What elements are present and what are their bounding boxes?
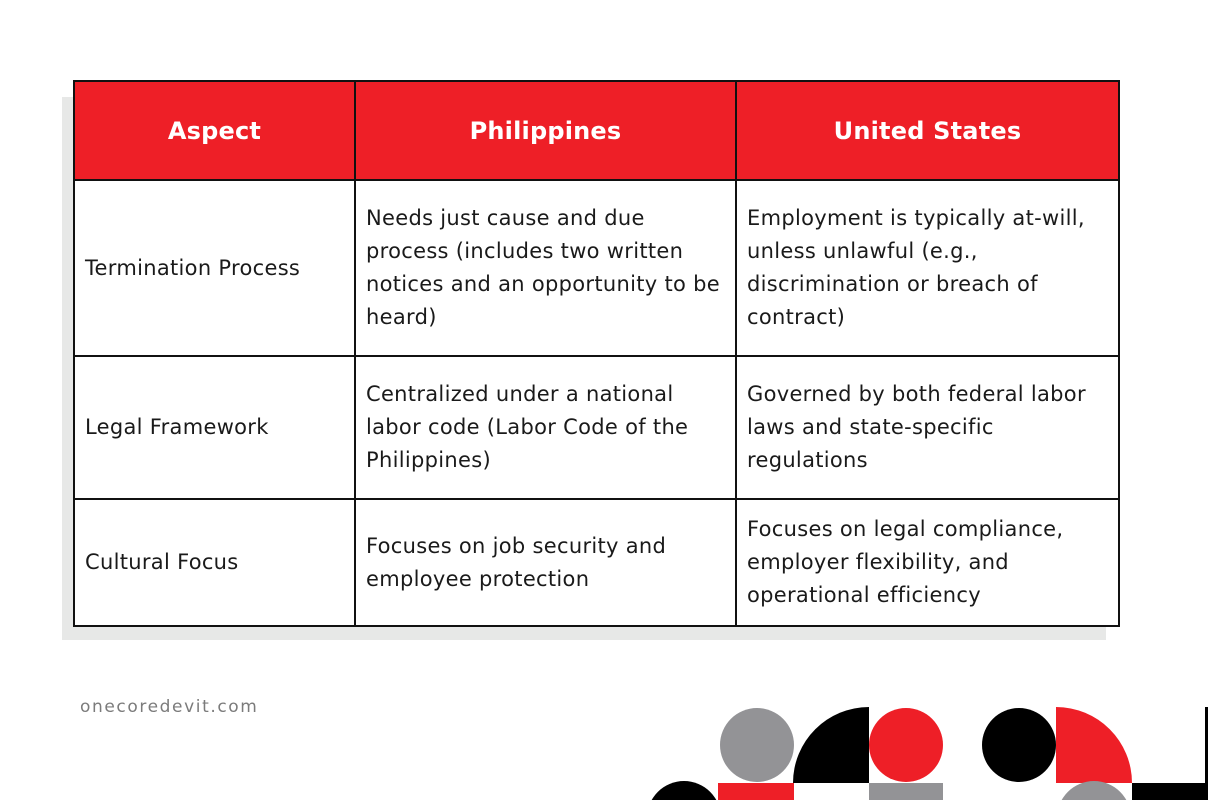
black-circle-shape-right [982,708,1056,782]
cell-aspect: Legal Framework [74,356,355,499]
red-block-shape [718,783,794,800]
header-united-states: United States [736,81,1119,180]
red-quarter-circle-shape [1056,707,1132,783]
gray-circle-shape [720,708,794,782]
black-block-shape [1132,783,1208,800]
cell-aspect: Termination Process [74,180,355,356]
cell-united-states: Focuses on legal compliance, employer flexibility, and operational efficiency [736,499,1119,626]
cell-united-states: Employment is typically at-will, unless unlawful (e.g., discrimination or breach of contract) [736,180,1119,356]
header-aspect: Aspect [74,81,355,180]
gray-block-shape [869,783,943,800]
cell-philippines: Centralized under a national labor code (Labor Code of the Philippines) [355,356,736,499]
header-philippines: Philippines [355,81,736,180]
gray-semicircle-shape [1057,781,1131,800]
cell-aspect: Cultural Focus [74,499,355,626]
cell-united-states: Governed by both federal labor laws and state-specific regulations [736,356,1119,499]
black-circle-shape [647,781,721,800]
website-url: onecoredevit.com [80,697,259,717]
cell-philippines: Focuses on job security and employee protection [355,499,736,626]
cell-philippines: Needs just cause and due process (includes two written notices and an opportunity to be heard) [355,180,736,356]
red-circle-shape [869,708,943,782]
black-quarter-circle-shape [793,707,869,783]
